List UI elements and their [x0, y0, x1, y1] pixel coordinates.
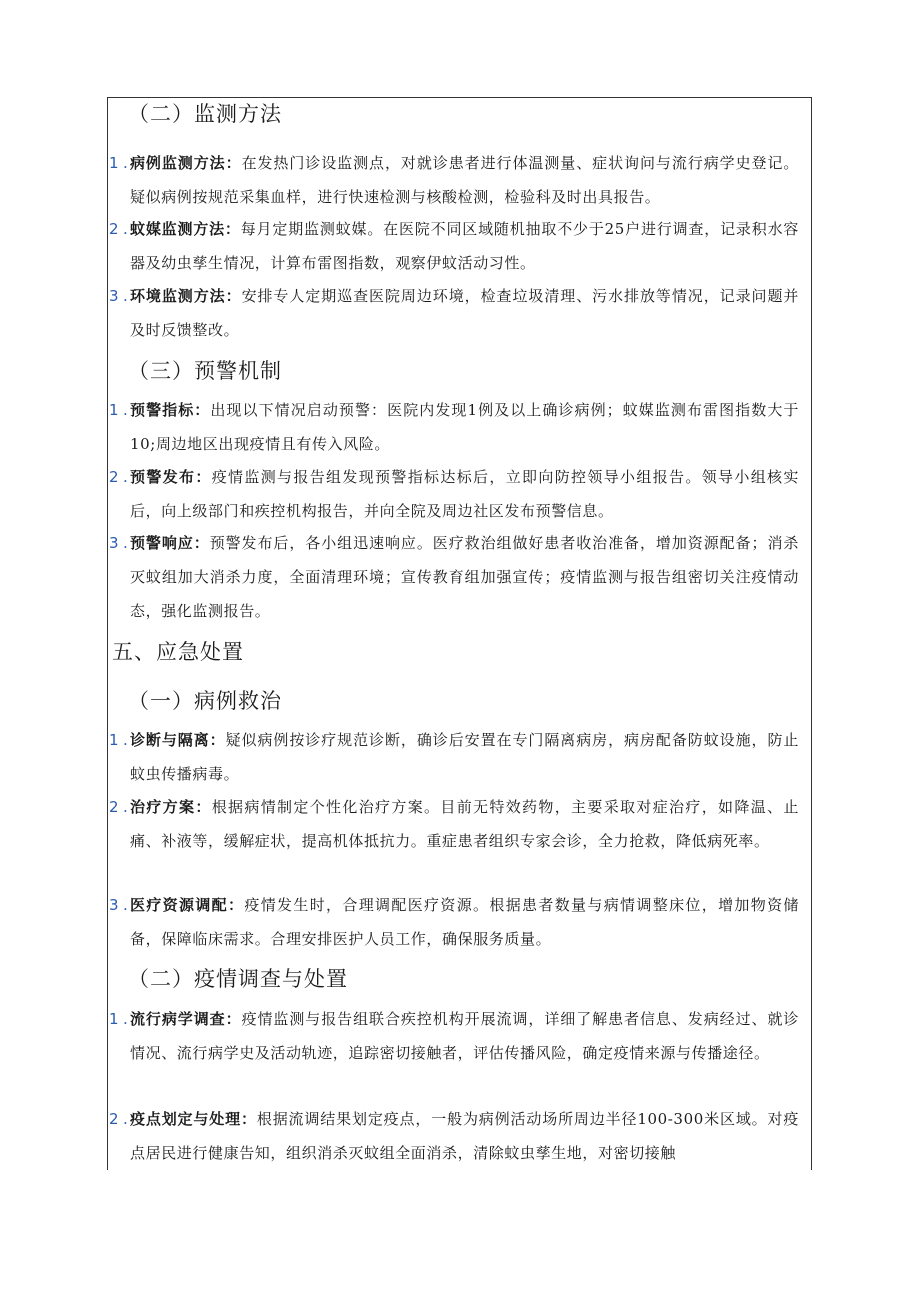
- item-term: 病例监测方法：: [130, 154, 242, 172]
- item-term: 医疗资源调配：: [130, 896, 245, 914]
- item-number: 2: [109, 468, 119, 486]
- item-number: 3: [109, 287, 119, 305]
- item-term: 预警指标：: [130, 401, 211, 419]
- list-item: 2 . 疫点划定与处理：根据流调结果划定疫点，一般为病例活动场所周边半径100-300米区域。对疫点居民进行健康告知，组织消杀灭蚊组全面消杀，清除蚊虫孳生地，对密切接触: [109, 1102, 799, 1170]
- item-number: 2: [109, 1110, 119, 1128]
- list-item: 1 . 预警指标：出现以下情况启动预警：医院内发现1例及以上确诊病例；蚊媒监测布雷图指数大于10;周边地区出现疫情且有传入风险。: [109, 393, 799, 461]
- item-term: 治疗方案：: [130, 798, 212, 816]
- item-number: 3: [109, 896, 119, 914]
- section-heading-early-warning: （三）预警机制: [128, 359, 282, 383]
- item-term: 环境监测方法：: [130, 287, 242, 305]
- item-number: 1: [109, 154, 119, 172]
- item-text: 在发热门诊设监测点，对就诊患者进行体温测量、症状询问与流行病学史登记。疑似病例按规范采集血样，进行快速检测与核酸检测，检验科及时出具报告。: [130, 154, 799, 206]
- item-text: 出现以下情况启动预警：医院内发现1例及以上确诊病例；蚊媒监测布雷图指数大于10;周边地区出现疫情且有传入风险。: [130, 401, 799, 453]
- item-term: 蚊媒监测方法：: [130, 220, 241, 238]
- item-number: 1: [109, 731, 119, 749]
- item-text: 根据流调结果划定疫点，一般为病例活动场所周边半径100-300米区域。对疫点居民进行健康告知，组织消杀灭蚊组全面消杀，清除蚊虫孳生地，对密切接触: [130, 1110, 799, 1162]
- item-term: 预警响应：: [130, 534, 210, 552]
- item-text: 安排专人定期巡查医院周边环境，检查垃圾清理、污水排放等情况，记录问题并及时反馈整改。: [130, 287, 799, 339]
- section-heading-case-treatment: （一）病例救治: [128, 689, 282, 713]
- section-heading-epidemic-investigation: （二）疫情调查与处置: [128, 967, 348, 991]
- item-number: 1: [109, 1010, 119, 1028]
- list-item: 1 . 诊断与隔离：疑似病例按诊疗规范诊断，确诊后安置在专门隔离病房，病房配备防蚊设施，防止蚊虫传播病毒。: [109, 723, 799, 791]
- list-item: 1 . 流行病学调查：疫情监测与报告组联合疾控机构开展流调，详细了解患者信息、发病经过、就诊情况、流行病学史及活动轨迹，追踪密切接触者，评估传播风险，确定疫情来源与传播途径。: [109, 1002, 799, 1070]
- item-text: 疫情发生时，合理调配医疗资源。根据患者数量与病情调整床位，增加物资储备，保障临床需求。合理安排医护人员工作，确保服务质量。: [130, 896, 800, 948]
- chapter-heading-emergency: 五、应急处置: [112, 640, 244, 664]
- item-text: 根据病情制定个性化治疗方案。目前无特效药物，主要采取对症治疗，如降温、止痛、补液等，缓解症状，提高机体抵抗力。重症患者组织专家会诊，全力抢救，降低病死率。: [130, 798, 799, 850]
- list-item: 2 . 蚊媒监测方法：每月定期监测蚊媒。在医院不同区域随机抽取不少于25户进行调查，记录积水容器及幼虫孳生情况，计算布雷图指数，观察伊蚊活动习性。: [109, 212, 799, 280]
- item-text: 疫情监测与报告组联合疾控机构开展流调，详细了解患者信息、发病经过、就诊情况、流行病学史及活动轨迹，追踪密切接触者，评估传播风险，确定疫情来源与传播途径。: [130, 1010, 799, 1062]
- item-text: 每月定期监测蚊媒。在医院不同区域随机抽取不少于25户进行调查，记录积水容器及幼虫孳生情况，计算布雷图指数，观察伊蚊活动习性。: [130, 220, 799, 272]
- item-text: 预警发布后，各小组迅速响应。医疗救治组做好患者收治准备，增加资源配备；消杀灭蚊组加大消杀力度，全面清理环境；宣传教育组加强宣传；疫情监测与报告组密切关注疫情动态，强化监测报告。: [130, 534, 799, 620]
- list-item: 1 . 病例监测方法：在发热门诊设监测点，对就诊患者进行体温测量、症状询问与流行病学史登记。疑似病例按规范采集血样，进行快速检测与核酸检测，检验科及时出具报告。: [109, 146, 799, 214]
- list-item: 3 . 环境监测方法：安排专人定期巡查医院周边环境，检查垃圾清理、污水排放等情况，记录问题并及时反馈整改。: [109, 279, 799, 347]
- list-item: 2 . 治疗方案：根据病情制定个性化治疗方案。目前无特效药物，主要采取对症治疗，如降温、止痛、补液等，缓解症状，提高机体抵抗力。重症患者组织专家会诊，全力抢救，降低病死率。: [109, 790, 799, 858]
- item-number: 2: [109, 798, 119, 816]
- section-heading-monitoring-methods: （二）监测方法: [128, 102, 282, 126]
- item-text: 疑似病例按诊疗规范诊断，确诊后安置在专门隔离病房，病房配备防蚊设施，防止蚊虫传播病毒。: [130, 731, 799, 783]
- item-term: 流行病学调查：: [130, 1010, 242, 1028]
- item-term: 诊断与隔离：: [130, 731, 226, 749]
- item-term: 疫点划定与处理：: [130, 1110, 257, 1128]
- item-number: 1: [109, 401, 119, 419]
- item-text: 疫情监测与报告组发现预警指标达标后，立即向防控领导小组报告。领导小组核实后，向上级部门和疾控机构报告，并向全院及周边社区发布预警信息。: [130, 468, 799, 520]
- list-item: 3 . 预警响应：预警发布后，各小组迅速响应。医疗救治组做好患者收治准备，增加资源配备；消杀灭蚊组加大消杀力度，全面清理环境；宣传教育组加强宣传；疫情监测与报告组密切关注疫情动态，强化监测报告。: [109, 526, 799, 628]
- list-item: 3 . 医疗资源调配：疫情发生时，合理调配医疗资源。根据患者数量与病情调整床位，增加物资储备，保障临床需求。合理安排医护人员工作，确保服务质量。: [109, 888, 799, 956]
- item-number: 2: [109, 220, 119, 238]
- list-item: 2 . 预警发布：疫情监测与报告组发现预警指标达标后，立即向防控领导小组报告。领导小组核实后，向上级部门和疾控机构报告，并向全院及周边社区发布预警信息。: [109, 460, 799, 528]
- item-number: 3: [109, 534, 119, 552]
- item-term: 预警发布：: [130, 468, 212, 486]
